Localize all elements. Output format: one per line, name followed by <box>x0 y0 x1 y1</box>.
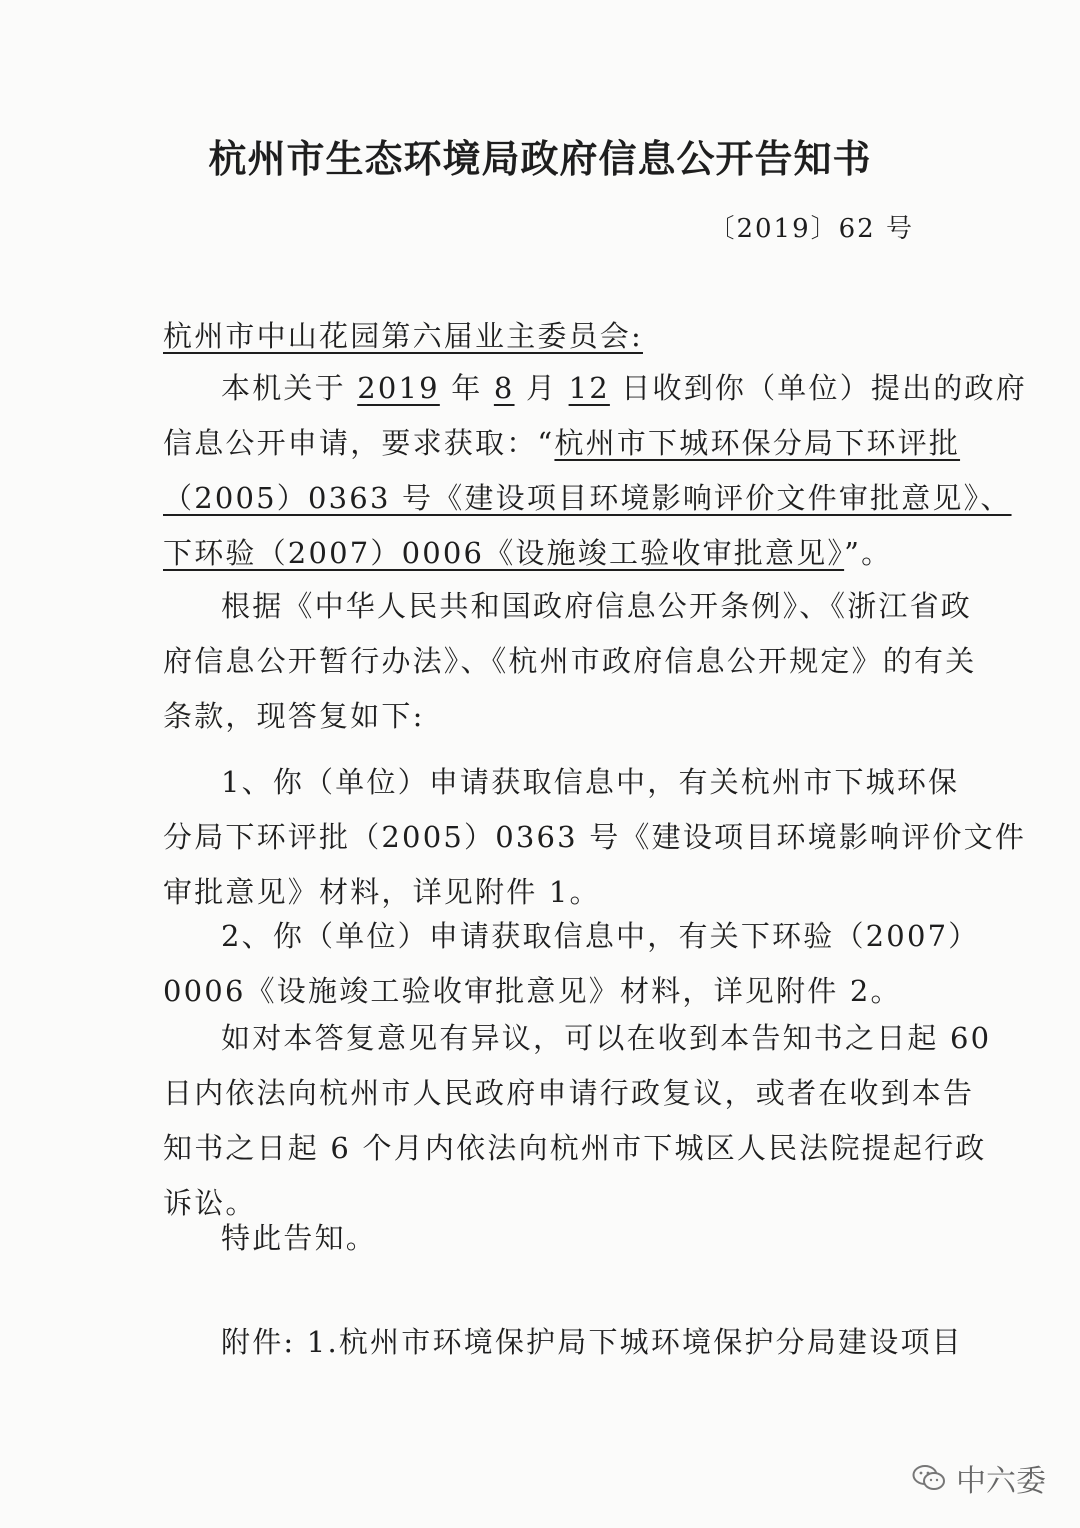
p1-text-a: 本机关于 <box>221 371 358 405</box>
paragraph-1-line-2 <box>163 423 961 463</box>
p1-text-e: 信息公开申请，要求获取：“ <box>163 426 555 460</box>
paragraph-2-line-2: 府信息公开暂行办法》、《杭州市政府信息公开规定》的有关 <box>163 644 977 678</box>
account-watermark <box>912 1456 1046 1500</box>
closing: 特此告知。 <box>221 1221 378 1255</box>
item-1-line-3: 审批意见》材料，详见附件 1。 <box>163 875 601 909</box>
watermark-text: 中六委 <box>956 1464 1046 1499</box>
paragraph-2-line-1: 根据《中华人民共和国政府信息公开条例》、《浙江省政 <box>221 589 973 623</box>
received-month: 8 <box>493 371 515 405</box>
paragraph-2-line-3: 条款，现答复如下: <box>163 699 425 733</box>
paragraph-1-line-4 <box>163 533 918 573</box>
item-1-line-1: 1、你（单位）申请获取信息中，有关杭州市下城环保 <box>221 765 960 799</box>
requested-doc-1a: 杭州市下城环保分局下环评批 <box>554 426 961 460</box>
p1-text-b: 年 <box>439 371 494 405</box>
requested-doc-1b: （2005）0363 号《建设项目环境影响评价文件审批意见》、 <box>163 481 1012 515</box>
received-day: 12 <box>568 371 610 405</box>
p1-text-c: 月 <box>514 371 569 405</box>
p1-text-d: 日收到你（单位）提出的政府 <box>609 371 1027 405</box>
requested-doc-2: 下环验（2007）0006《设施竣工验收审批意见》 <box>163 536 845 570</box>
paragraph-3-line-4: 诉讼。 <box>163 1186 257 1220</box>
paragraph-3-line-3: 知书之日起 6 个月内依法向杭州市下城区人民法院提起行政 <box>163 1131 987 1165</box>
received-year: 2019 <box>357 371 440 405</box>
paragraph-3-line-2: 日内依法向杭州市人民政府申请行政复议，或者在收到本告 <box>163 1076 975 1110</box>
paragraph-3-line-1: 如对本答复意见有异议，可以在收到本告知书之日起 60 <box>221 1021 992 1055</box>
paragraph-1-line-1 <box>221 368 1027 408</box>
p1-text-end: ”。 <box>844 536 893 570</box>
document-title: 杭州市生态环境局政府信息公开告知书 <box>208 137 872 181</box>
item-2-line-1: 2、你（单位）申请获取信息中，有关下环验（2007） <box>221 919 980 953</box>
item-1-line-2: 分局下环评批（2005）0363 号《建设项目环境影响评价文件 <box>163 820 1027 854</box>
attachment-line: 附件: 1.杭州市环境保护局下城环境保护分局建设项目 <box>221 1325 963 1359</box>
document-number: 〔2019〕62 号 <box>708 214 914 244</box>
wechat-icon <box>912 1464 946 1492</box>
item-2-line-2: 0006《设施竣工验收审批意见》材料，详见附件 2。 <box>163 974 902 1008</box>
addressee: 杭州市中山花园第六届业主委员会: <box>163 319 643 353</box>
